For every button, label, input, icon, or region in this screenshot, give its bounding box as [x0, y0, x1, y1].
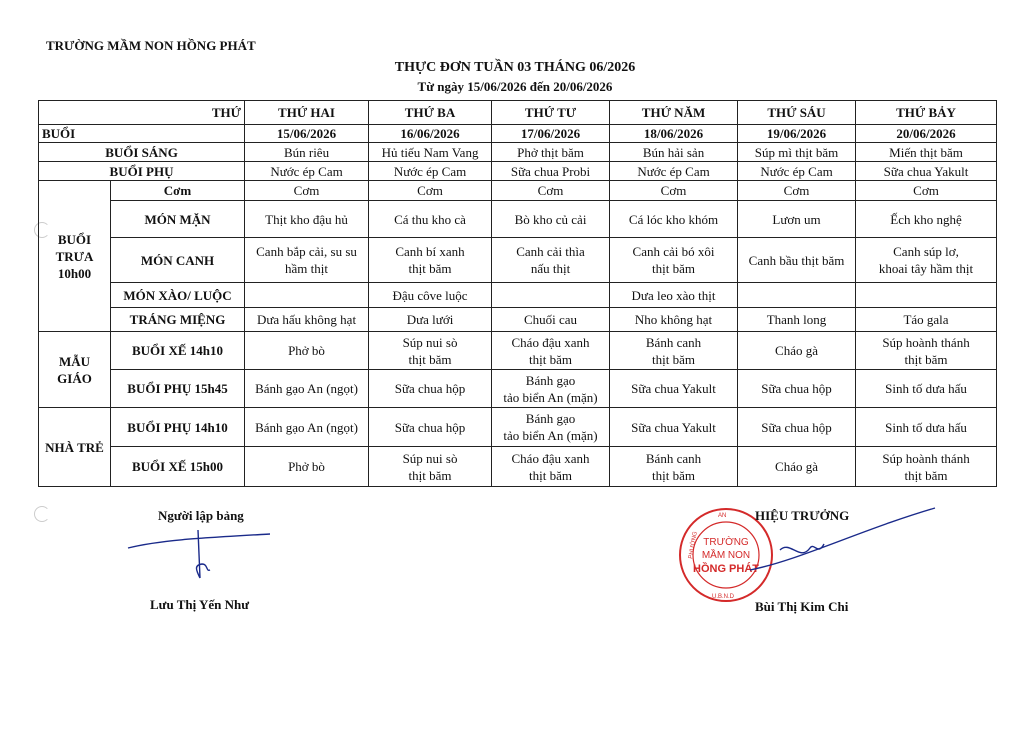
row-label: MÓN CANH	[111, 238, 245, 283]
document-subtitle: Từ ngày 15/06/2026 đến 20/06/2026	[417, 79, 613, 94]
row-label: MÓN XÀO/ LUỘC	[111, 283, 245, 308]
menu-cell: Táo gala	[856, 308, 997, 332]
corner-buoi: BUỔI	[39, 125, 245, 143]
menu-cell	[856, 283, 997, 308]
menu-cell: Bún riêu	[245, 143, 369, 162]
preparer-signature	[120, 520, 280, 590]
day-name: THỨ SÁU	[738, 101, 856, 125]
menu-cell: Lươn um	[738, 201, 856, 238]
menu-cell: Thịt kho đậu hủ	[245, 201, 369, 238]
section-label-mau-giao: MẪU GIÁO	[39, 332, 111, 408]
menu-cell: Súp hoành thánh thịt băm	[856, 332, 997, 370]
day-name: THỨ NĂM	[610, 101, 738, 125]
table-row	[39, 447, 997, 487]
menu-cell: Bánh gạo tảo biển An (mặn)	[492, 408, 610, 447]
menu-cell: Cơm	[856, 181, 997, 201]
menu-cell: Cá lóc kho khóm	[610, 201, 738, 238]
menu-cell: Sinh tố dưa hấu	[856, 408, 997, 447]
day-name: THỨ BẢY	[856, 101, 997, 125]
row-label: BUỔI XẾ 15h00	[111, 447, 245, 487]
menu-cell: Dưa hấu không hạt	[245, 308, 369, 332]
menu-cell: Súp mì thịt băm	[738, 143, 856, 162]
menu-cell: Nước ép Cam	[610, 162, 738, 181]
row-label: BUỔI PHỤ 14h10	[111, 408, 245, 447]
svg-text:AN: AN	[718, 513, 727, 519]
menu-cell: Bánh canh thịt băm	[610, 447, 738, 487]
menu-cell: Phở thịt băm	[492, 143, 610, 162]
menu-cell: Bánh gạo tảo biển An (mặn)	[492, 370, 610, 408]
menu-cell: Nước ép Cam	[369, 162, 492, 181]
section-label-buoi-trua: BUỔI TRƯA 10h00	[39, 181, 111, 332]
menu-cell: Súp hoành thánh thịt băm	[856, 447, 997, 487]
day-date: 15/06/2026	[245, 125, 369, 143]
day-name: THỨ BA	[369, 101, 492, 125]
menu-cell: Sữa chua Yakult	[610, 370, 738, 408]
menu-cell: Cháo đậu xanh thịt băm	[492, 447, 610, 487]
day-name: THỨ TƯ	[492, 101, 610, 125]
menu-cell: Cháo gà	[738, 332, 856, 370]
section-label-nha-tre: NHÀ TRẺ	[39, 408, 111, 487]
row-label: Cơm	[111, 181, 245, 201]
menu-cell: Súp nui sò thịt băm	[369, 447, 492, 487]
table-row	[39, 201, 997, 238]
menu-cell: Sữa chua hộp	[369, 408, 492, 447]
principal-name: Bùi Thị Kim Chi	[755, 599, 849, 614]
row-label: BUỔI PHỤ 15h45	[111, 370, 245, 408]
table-row	[39, 181, 997, 201]
corner-thu: THỨ	[39, 101, 245, 125]
menu-cell: Cơm	[369, 181, 492, 201]
menu-cell: Nho không hạt	[610, 308, 738, 332]
preparer-name: Lưu Thị Yến Như	[150, 597, 250, 612]
school-name: TRƯỜNG MẦM NON HỒNG PHÁT	[46, 38, 256, 53]
svg-text:MẦM NON: MẦM NON	[701, 550, 751, 561]
table-row	[39, 283, 997, 308]
svg-text:PHƯỜNG: PHƯỜNG	[688, 531, 699, 560]
row-label: BUỔI XẾ 14h10	[111, 332, 245, 370]
table-row	[39, 408, 997, 447]
menu-cell: Cơm	[738, 181, 856, 201]
day-header-row	[39, 101, 997, 125]
table-row	[39, 308, 997, 332]
menu-cell: Canh bắp cải, su su hầm thịt	[245, 238, 369, 283]
table-row	[39, 332, 997, 370]
menu-cell: Canh cải thìa nấu thịt	[492, 238, 610, 283]
menu-cell: Canh bầu thịt băm	[738, 238, 856, 283]
row-label: TRÁNG MIỆNG	[111, 308, 245, 332]
day-date: 17/06/2026	[492, 125, 610, 143]
menu-cell: Dưa leo xào thịt	[610, 283, 738, 308]
menu-cell: Bánh gạo An (ngọt)	[245, 408, 369, 447]
day-name: THỨ HAI	[245, 101, 369, 125]
menu-cell: Sữa chua hộp	[369, 370, 492, 408]
table-row	[39, 238, 997, 283]
day-date: 19/06/2026	[738, 125, 856, 143]
menu-cell: Sữa chua Probi	[492, 162, 610, 181]
menu-cell: Thanh long	[738, 308, 856, 332]
menu-cell: Cơm	[610, 181, 738, 201]
table-row	[39, 162, 997, 181]
table-row	[39, 143, 997, 162]
menu-cell	[492, 283, 610, 308]
menu-cell: Cơm	[245, 181, 369, 201]
menu-cell: Sữa chua Yakult	[856, 162, 997, 181]
menu-cell: Bò kho củ cải	[492, 201, 610, 238]
table-row	[39, 370, 997, 408]
menu-cell: Chuối cau	[492, 308, 610, 332]
svg-text:HỒNG PHÁT: HỒNG PHÁT	[693, 563, 759, 575]
menu-cell: Phở bò	[245, 447, 369, 487]
menu-cell: Dưa lưới	[369, 308, 492, 332]
menu-cell: Sữa chua Yakult	[610, 408, 738, 447]
menu-cell: Súp nui sò thịt băm	[369, 332, 492, 370]
menu-cell: Cá thu kho cà	[369, 201, 492, 238]
menu-cell: Đậu côve luộc	[369, 283, 492, 308]
menu-cell: Sữa chua hộp	[738, 370, 856, 408]
day-date: 18/06/2026	[610, 125, 738, 143]
svg-text:TRƯỜNG: TRƯỜNG	[703, 537, 749, 548]
menu-cell: Bánh gạo An (ngọt)	[245, 370, 369, 408]
menu-cell: Canh súp lơ, khoai tây hầm thịt	[856, 238, 997, 283]
date-row	[39, 125, 997, 143]
menu-cell: Ếch kho nghệ	[856, 201, 997, 238]
preparer-title: Người lập bảng	[158, 508, 244, 523]
menu-cell: Nước ép Cam	[738, 162, 856, 181]
menu-cell: Cháo gà	[738, 447, 856, 487]
principal-title: HIỆU TRƯỞNG	[755, 508, 850, 523]
day-date: 16/06/2026	[369, 125, 492, 143]
menu-table	[38, 100, 997, 487]
menu-cell: Cơm	[492, 181, 610, 201]
menu-cell: Canh cải bó xôi thịt băm	[610, 238, 738, 283]
menu-cell: Bánh canh thịt băm	[610, 332, 738, 370]
menu-cell	[738, 283, 856, 308]
row-label: MÓN MẶN	[111, 201, 245, 238]
menu-cell: Sinh tố dưa hấu	[856, 370, 997, 408]
svg-text:U.B.N.D: U.B.N.D	[712, 594, 735, 600]
row-label: BUỔI SÁNG	[39, 143, 245, 162]
day-date: 20/06/2026	[856, 125, 997, 143]
menu-cell: Phở bò	[245, 332, 369, 370]
menu-cell: Cháo đậu xanh thịt băm	[492, 332, 610, 370]
menu-cell: Canh bí xanh thịt băm	[369, 238, 492, 283]
menu-cell: Miến thịt băm	[856, 143, 997, 162]
menu-cell	[245, 283, 369, 308]
menu-cell: Bún hải sản	[610, 143, 738, 162]
document-title: THỰC ĐƠN TUẦN 03 THÁNG 06/2026	[394, 60, 636, 75]
hole-punch-mark	[34, 506, 50, 522]
principal-signature	[740, 500, 940, 590]
menu-cell: Nước ép Cam	[245, 162, 369, 181]
menu-cell: Hủ tiếu Nam Vang	[369, 143, 492, 162]
row-label: BUỔI PHỤ	[39, 162, 245, 181]
menu-cell: Sữa chua hộp	[738, 408, 856, 447]
